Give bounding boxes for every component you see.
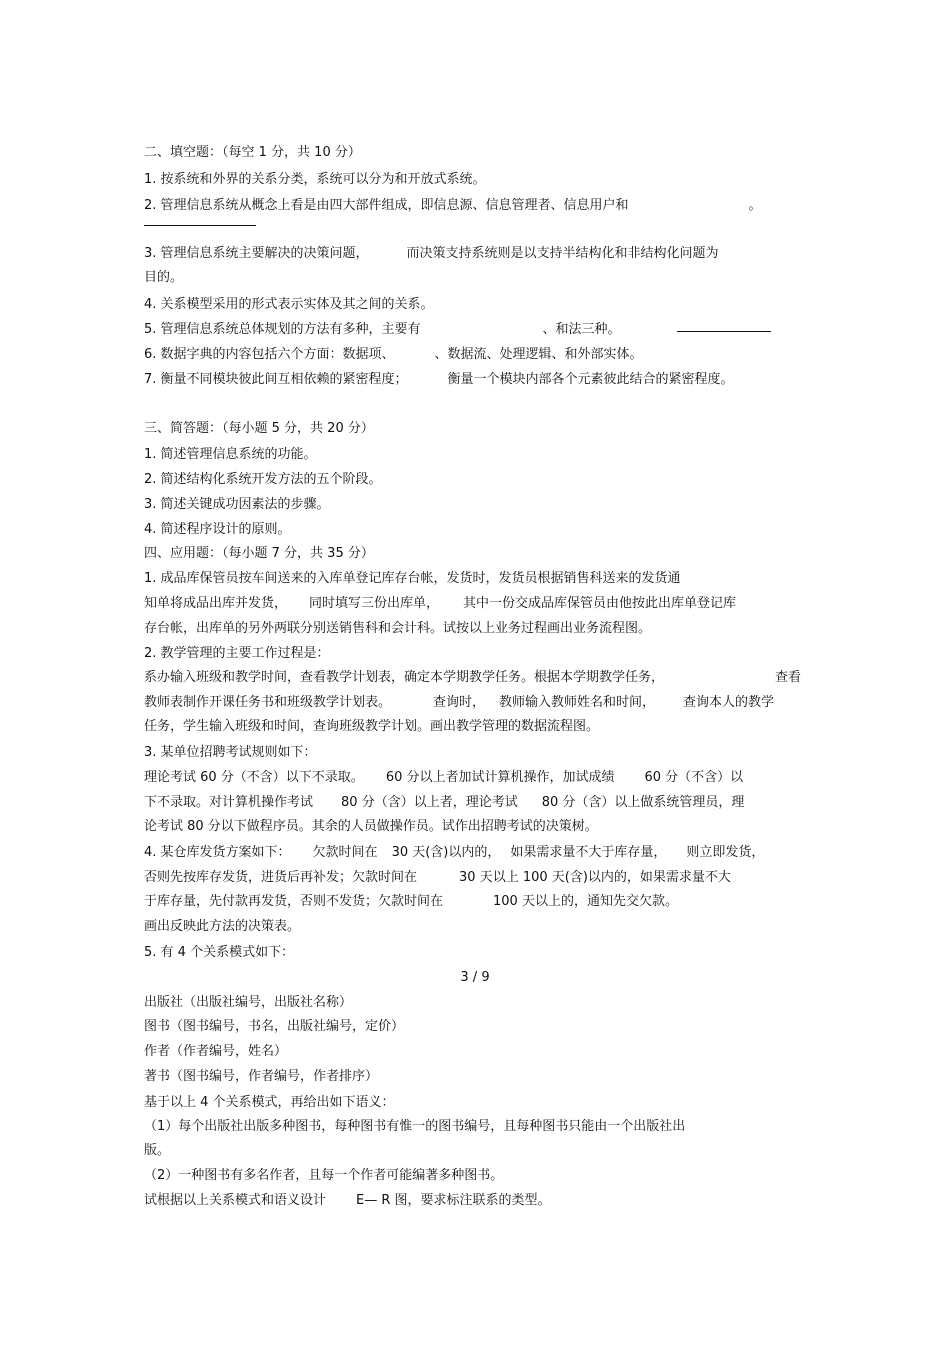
fill-q5-text-b: 、和法三种。 bbox=[542, 322, 621, 337]
fill-q7 bbox=[144, 372, 734, 388]
semantics-1-cont: 版。 bbox=[144, 1143, 171, 1158]
fill-q3-text-a: 3. 管理信息系统主要解决的决策问题， bbox=[144, 246, 369, 261]
schema-publisher: 出版社（出版社编号，出版社名称） bbox=[144, 995, 353, 1010]
apply-q4-seg9: 100 天以上的，通知先交欠款。 bbox=[493, 894, 678, 909]
apply-q4-line1 bbox=[144, 845, 764, 861]
apply-q4-seg8: 于库存量，先付款再发货，否则不发货；欠款时间在 bbox=[144, 894, 444, 909]
apply-q3-line1: 3. 某单位招聘考试规则如下： bbox=[144, 745, 317, 760]
semantics-1: （1）每个出版社出版多种图书，每种图书有惟一的图书编号，且每种图书只能由一个出版社出 bbox=[144, 1119, 686, 1134]
apply-q4-seg6: 否则先按库存发货，进货后再补发；欠款时间在 bbox=[144, 870, 418, 885]
fill-q3-cont: 目的。 bbox=[144, 270, 184, 285]
fill-q7-text-a: 7. 衡量不同模块彼此间互相依赖的紧密程度； bbox=[144, 372, 408, 387]
semantics-task-a: 试根据以上关系模式和语义设计 bbox=[144, 1193, 327, 1208]
semantics-task-b: E— R 图，要求标注联系的类型。 bbox=[356, 1193, 551, 1208]
short-answer-heading: 三、简答题：（每小题 5 分，共 20 分） bbox=[144, 421, 374, 436]
apply-q2-line4: 任务，学生输入班级和时间，查询班级教学计划。画出教学管理的数据流程图。 bbox=[144, 719, 600, 734]
fill-q2-end: 。 bbox=[748, 198, 762, 213]
short-q1: 1. 简述管理信息系统的功能。 bbox=[144, 447, 317, 462]
fill-q5 bbox=[144, 322, 621, 338]
apply-q1-line3: 存台帐，出库单的另外两联分别送销售科和会计科。试按以上业务过程画出业务流程图。 bbox=[144, 621, 652, 636]
apply-q3-seg6: 80 分（含）以上做系统管理员，理 bbox=[541, 795, 745, 810]
blank-line bbox=[144, 225, 256, 226]
apply-q2-seg4: 查询时， bbox=[433, 695, 486, 710]
schema-authorship: 著书（图书编号，作者编号，作者排序） bbox=[144, 1069, 379, 1084]
short-q2: 2. 简述结构化系统开发方法的五个阶段。 bbox=[144, 472, 382, 487]
apply-q5-line1: 5. 有 4 个关系模式如下： bbox=[144, 945, 295, 960]
apply-q1-line2 bbox=[144, 596, 736, 612]
short-q3: 3. 简述关键成功因素法的步骤。 bbox=[144, 497, 330, 512]
apply-q2-seg3: 教师表制作开课任务书和班级教学计划表。 bbox=[144, 695, 392, 710]
apply-q4-seg7: 30 天以上 100 天(含)以内的，如果需求量不大 bbox=[459, 870, 731, 885]
fill-q6 bbox=[144, 347, 643, 363]
semantics-intro: 基于以上 4 个关系模式，再给出如下语义： bbox=[144, 1095, 395, 1110]
apply-q3-seg2: 60 分以上者加试计算机操作，加试成绩 bbox=[385, 770, 615, 785]
short-q4: 4. 简述程序设计的原则。 bbox=[144, 522, 291, 537]
fill-q3-text-b: 而决策支持系统则是以支持半结构化和非结构化问题为 bbox=[406, 246, 719, 261]
apply-q3-seg1: 理论考试 60 分（不含）以下不录取。 bbox=[144, 770, 364, 785]
apply-q4-seg1: 4. 某仓库发货方案如下： bbox=[144, 845, 291, 860]
apply-q4-seg5: 则立即发货， bbox=[686, 845, 765, 860]
fill-q2-text: 2. 管理信息系统从概念上看是由四大部件组成，即信息源、信息管理者、信息用户和 bbox=[144, 198, 629, 213]
apply-q4-line3 bbox=[144, 894, 678, 910]
apply-q3-line3 bbox=[144, 795, 744, 811]
apply-q4-line4: 画出反映此方法的决策表。 bbox=[144, 919, 301, 934]
fill-q2 bbox=[144, 198, 762, 214]
apply-q3-seg3: 60 分（不含）以 bbox=[644, 770, 744, 785]
apply-q1-seg1: 知单将成品出库并发货， bbox=[144, 596, 288, 611]
apply-q1-seg3: 其中一份交成品库保管员由他按此出库单登记库 bbox=[463, 596, 737, 611]
apply-q2-line3 bbox=[144, 695, 774, 711]
apply-q2-line1: 2. 教学管理的主要工作过程是： bbox=[144, 646, 330, 661]
apply-q2-seg6: 查询本人的教学 bbox=[683, 695, 775, 710]
semantics-2: （2）一种图书有多名作者，且每一个作者可能编著多种图书。 bbox=[144, 1168, 504, 1183]
apply-q3-seg4: 下不录取。对计算机操作考试 bbox=[144, 795, 314, 810]
apply-q4-seg4: 如果需求量不大于库存量， bbox=[510, 845, 667, 860]
schema-author: 作者（作者编号，姓名） bbox=[144, 1044, 288, 1059]
apply-q3-seg5: 80 分（含）以上者，理论考试 bbox=[341, 795, 518, 810]
fill-q5-text-a: 5. 管理信息系统总体规划的方法有多种，主要有 bbox=[144, 322, 421, 337]
apply-q3-line4: 论考试 80 分以下做程序员。其余的人员做操作员。试作出招聘考试的决策树。 bbox=[144, 819, 598, 834]
apply-q2-line2 bbox=[144, 670, 664, 686]
apply-q2-seg1: 系办输入班级和教学时间，查看教学计划表，确定本学期教学任务。根据本学期教学任务， bbox=[144, 670, 665, 685]
apply-q2-seg5: 教师输入教师姓名和时间， bbox=[499, 695, 656, 710]
blank-line bbox=[677, 331, 771, 332]
application-heading: 四、应用题：（每小题 7 分，共 35 分） bbox=[144, 546, 374, 561]
page-number: 3 / 9 bbox=[460, 970, 490, 985]
apply-q1-line1: 1. 成品库保管员按车间送来的入库单登记库存台帐，发货时，发货员根据销售科送来的发货通 bbox=[144, 571, 681, 586]
fill-blank-heading: 二、填空题：（每空 1 分，共 10 分） bbox=[144, 145, 361, 160]
apply-q4-seg2: 欠款时间在 bbox=[312, 845, 378, 860]
fill-q4: 4. 关系模型采用的形式表示实体及其之间的关系。 bbox=[144, 297, 434, 312]
apply-q2-seg2: 查看 bbox=[775, 670, 802, 685]
semantics-task bbox=[144, 1193, 551, 1209]
fill-q3 bbox=[144, 246, 719, 262]
apply-q4-seg3: 30 天(含)以内的， bbox=[391, 845, 501, 860]
apply-q4-line2 bbox=[144, 870, 731, 886]
schema-book: 图书（图书编号，书名，出版社编号，定价） bbox=[144, 1019, 405, 1034]
fill-q6-text-b: 、数据流、处理逻辑、和外部实体。 bbox=[434, 347, 643, 362]
apply-q1-seg2: 同时填写三份出库单， bbox=[309, 596, 440, 611]
fill-q7-text-b: 衡量一个模块内部各个元素彼此结合的紧密程度。 bbox=[447, 372, 734, 387]
fill-q6-text-a: 6. 数据字典的内容包括六个方面：数据项、 bbox=[144, 347, 395, 362]
fill-q1: 1. 按系统和外界的关系分类，系统可以分为和开放式系统。 bbox=[144, 172, 486, 187]
apply-q3-line2 bbox=[144, 770, 743, 786]
